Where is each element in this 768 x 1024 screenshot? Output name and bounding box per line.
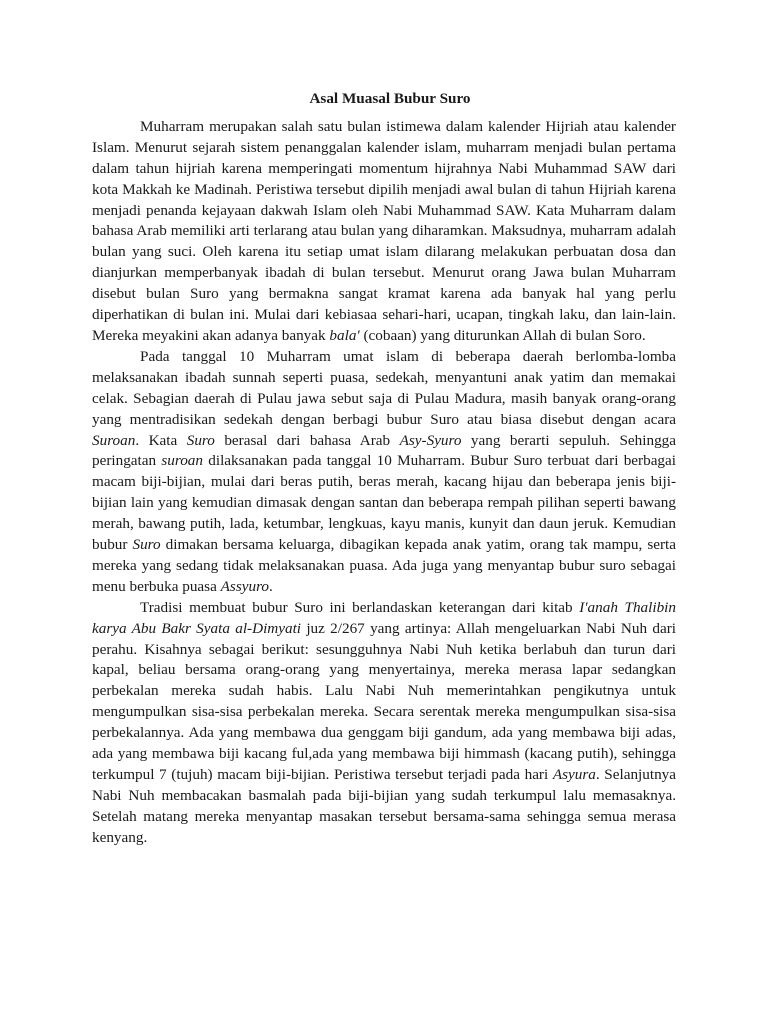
paragraph-text: dimakan bersama keluarga, dibagikan kepada anak yatim, orang tak mampu, serta mereka yang sedang tidak melaksanakan puasa. Ada juga yang menyantap bubur suro sebagai menu berbuka puasa — [92, 536, 676, 595]
italic-term: I'anah Thalibin karya Abu Bakr Syata al-Dimyati — [92, 598, 676, 637]
paragraph-text: . Kata — [135, 431, 187, 449]
paragraph-2 — [92, 347, 676, 598]
italic-term: Asy-Syuro — [399, 431, 462, 449]
document-title: Asal Muasal Bubur Suro — [309, 90, 471, 107]
document-body — [92, 89, 676, 849]
paragraph-text: berasal dari bahasa Arab — [214, 431, 400, 449]
paragraph-3 — [92, 598, 676, 849]
paragraph-text: . — [269, 577, 273, 595]
paragraph-text: Pada tanggal 10 Muharram umat islam di beberapa daerah berlomba-lomba melaksanakan ibadah sunnah seperti puasa, sedekah, menyantuni anak yatim dan memakai celak. Sebagian daerah di Pulau jawa sebut saja di Pulau Madura, masih banyak orang-orang yang mentradisikan sedekah dengan berbagi bubur Suro atau biasa disebut dengan acara — [92, 347, 676, 428]
italic-term: Asyura — [552, 766, 596, 783]
paragraph-text: yang berarti sepuluh. Sehingga peringatan — [92, 431, 677, 470]
italic-term: Suroan — [92, 431, 136, 449]
paragraph-container — [92, 117, 676, 849]
paragraph-text: Muharram merupakan salah satu bulan istimewa dalam kalender Hijriah atau kalender Islam. Menurut sejarah sistem penanggalan kalender islam, muharram menjadi bulan pertama dalam tahun hijriah karena memperingati momentum hijrahnya Nabi Muhammad SAW dari kota Makkah ke Madinah. Peristiwa tersebut dipilih menjadi awal bulan di tahun Hijriah karena menjadi penanda kejayaan dakwah Islam oleh Nabi Muhammad SAW. Kata Muharram dalam bahasa Arab memiliki arti terlarang atau bulan yang diharamkan. Maksudnya, muharram adalah bulan yang suci. Oleh karena itu setiap umat islam dilarang melakukan perbuatan dosa dan dianjurkan memperbanyak ibadah di bulan tersebut. Menurut orang Jawa bulan Muharram disebut bulan Suro yang bermakna sangat kramat karena ada banyak hal yang perlu diperhatikan di bulan ini. Mulai dari kebiasaa sehari-hari, ucapan, tingkah laku, dan lain-lain. Mereka meyakini akan adanya banyak — [92, 117, 676, 344]
paragraph-1 — [92, 117, 676, 347]
italic-term: Suro — [186, 431, 215, 449]
italic-term: suroan — [161, 452, 203, 470]
paragraph-text: dilaksanakan pada tanggal 10 Muharram. Bubur Suro terbuat dari berbagai macam biji-bijian, mulai dari beras putih, beras merah, kacang hijau dan beberapa jenis biji-bijian lain yang kemudian dimasak dengan santan dan beberapa rempah pilihan seperti bawang merah, bawang putih, lada, ketumbar, lengkuas, kayu manis, kunyit dan daun jeruk. Kemudian bubur — [92, 452, 676, 554]
paragraph-text: . Selanjutnya Nabi Nuh membacakan basmalah pada biji-bijian yang sudah terkumpul lalu memasaknya. Setelah matang mereka menyantap masakan tersebut bersama-sama sehingga semua merasa kenyang. — [92, 766, 677, 846]
paragraph-text: juz 2/267 yang artinya: Allah mengeluarkan Nabi Nuh dari perahu. Kisahnya sebagai berikut: sesungguhnya Nabi Nuh ketika berlabuh dan turun dari kapal, beliau bersama orang-orang yang menyertainya, mereka merasa lapar sedangkan perbekalan mereka sudah habis. Lalu Nabi Nuh memerintahkan pengikutnya untuk mengumpulkan sisa-sisa perbekalan mereka. Secara serentak mereka mengumpulkan sisa-sisa perbekalannya. Ada yang membawa dua genggam biji gandum, ada yang membawa biji adas, ada yang membawa biji kacang ful,ada yang membawa biji himmash (kacang putih), sehingga terkumpul 7 (tujuh) macam biji-bijian. Peristiwa tersebut terjadi pada hari — [92, 619, 676, 783]
italic-term: Suro — [132, 536, 161, 554]
paragraph-text: Tradisi membuat bubur Suro ini berlandaskan keterangan dari kitab — [140, 598, 580, 616]
italic-term: bala' — [329, 326, 360, 344]
paragraph-text: (cobaan) yang diturunkan Allah di bulan Soro. — [359, 326, 646, 344]
italic-term: Assyuro — [220, 577, 270, 595]
